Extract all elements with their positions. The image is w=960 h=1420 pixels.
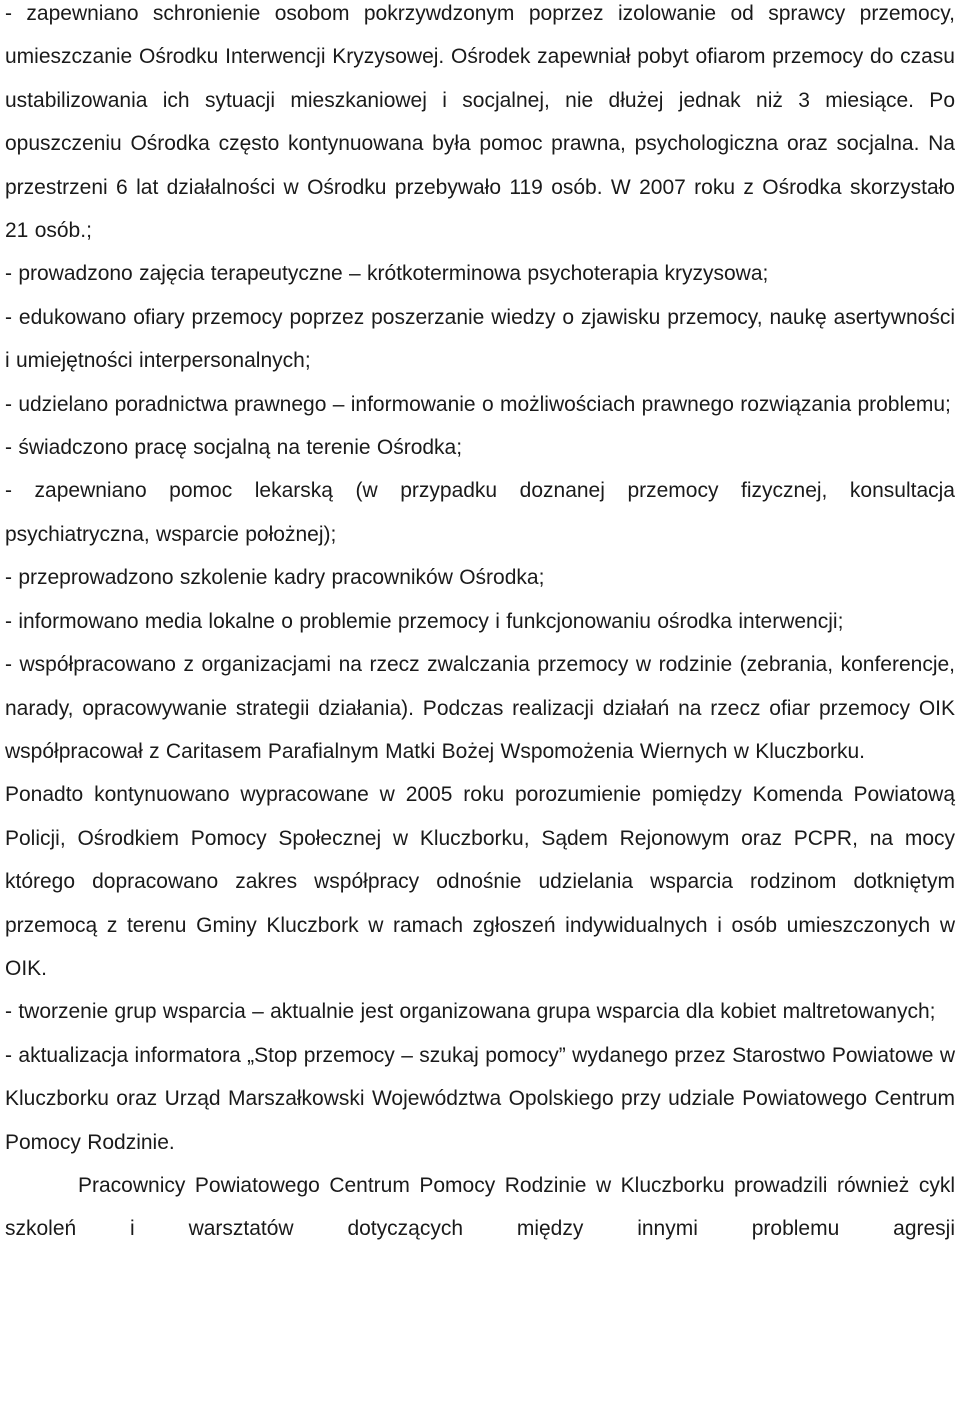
paragraph-staff-training: - przeprowadzono szkolenie kadry pracowników Ośrodka; xyxy=(5,566,545,590)
paragraph-shelter: - zapewniano schronienie osobom pokrzywdzonym poprzez izolowanie od sprawcy przemocy, umieszczanie Ośrodku Interwencji Kryzysowej. Ośrodek zapewniał pobyt ofiarom przemocy do czasu ustabilizowania ich sytuacji mieszkaniowej i socjalnej, nie dłużej jednak niż 3 miesiące. Po opuszczeniu Ośrodka często kontynuowana była pomoc prawna, psychologiczna oraz socjalna. Na przestrzeni 6 lat działalności w Ośrodku przebywało 119 osób. W 2007 roku z Ośrodka skorzystało 21 osób.; xyxy=(5,2,955,243)
paragraph-education: - edukowano ofiary przemocy poprzez poszerzanie wiedzy o zjawisku przemocy, naukę asertywności i umiejętności interpersonalnych; xyxy=(5,305,955,373)
paragraph-medical-help: - zapewniano pomoc lekarską (w przypadku doznanej przemocy fizycznej, konsultacja psychiatryczna, wsparcie położnej); xyxy=(5,479,955,546)
paragraph-legal-advice: - udzielano poradnictwa prawnego – informowanie o możliwościach prawnego rozwiązania problemu; xyxy=(5,392,951,416)
paragraph-media: - informowano media lokalne o problemie przemocy i funkcjonowaniu ośrodka interwencji; xyxy=(5,609,844,633)
paragraph-cooperation: - współpracowano z organizacjami na rzecz zwalczania przemocy w rodzinie (zebrania, konferencje, narady, opracowywanie strategii działania). Podczas realizacji działań na rzecz ofiar przemocy OIK współpracował z Caritasem Parafialnym Matki Bożej Wspomożenia Wiernych w Kluczborku. xyxy=(5,653,955,763)
paragraph-support-groups: - tworzenie grup wsparcia – aktualnie jest organizowana grupa wsparcia dla kobiet maltretowanych; xyxy=(5,1000,936,1024)
paragraph-agreement: Ponadto kontynuowano wypracowane w 2005 roku porozumienie pomiędzy Komenda Powiatową Policji, Ośrodkiem Pomocy Społecznej w Kluczborku, Sądem Rejonowym oraz PCPR, na mocy którego dopracowano zakres współpracy odnośnie udzielania wsparcia rodzinom dotkniętym przemocą z terenu Gminy Kluczbork w ramach zgłoszeń indywidualnych i osób umieszczonych w OIK. xyxy=(5,783,955,980)
paragraph-therapy: - prowadzono zajęcia terapeutyczne – krótkoterminowa psychoterapia kryzysowa; xyxy=(5,262,769,286)
document-body xyxy=(5,0,955,1251)
paragraph-informator: - aktualizacja informatora „Stop przemocy – szukaj pomocy” wydanego przez Starostwo Powiatowe w Kluczborku oraz Urząd Marszałkowski Województwa Opolskiego przy udziale Powiatowego Centrum Pomocy Rodzinie. xyxy=(5,1043,955,1154)
paragraph-trainings: Pracownicy Powiatowego Centrum Pomocy Rodzinie w Kluczborku prowadzili również cykl szkoleń i warsztatów dotyczących między innymi problemu agresji xyxy=(5,1173,955,1241)
paragraph-social-work: - świadczono pracę socjalną na terenie Ośrodka; xyxy=(5,436,463,460)
